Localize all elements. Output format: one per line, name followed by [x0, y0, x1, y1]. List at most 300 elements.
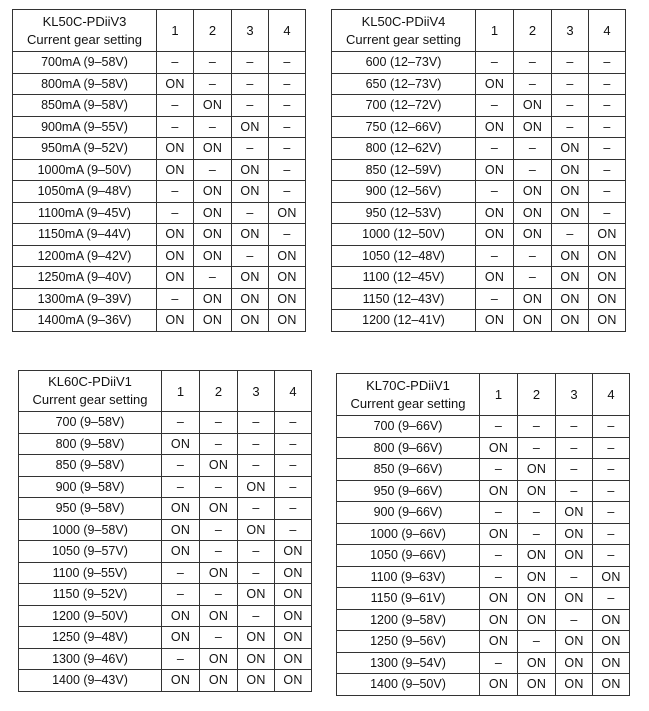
table-row: [332, 138, 626, 160]
table-subtitle: Current gear setting: [350, 395, 466, 411]
current-setting-label: 700 (12–72V): [332, 95, 476, 117]
switch-2-state: ON: [518, 459, 556, 481]
current-setting-label: 1200mA (9–42V): [13, 245, 157, 267]
switch-4-state: ON: [589, 245, 626, 267]
switch-4-state: ON: [589, 310, 626, 332]
table-title: KL60C-PDiiV1: [48, 374, 132, 389]
column-header-3: 3: [232, 10, 269, 52]
switch-4-state: –: [275, 433, 312, 455]
switch-4-state: ON: [269, 288, 306, 310]
table-row: [13, 95, 306, 117]
switch-1-state: –: [157, 95, 194, 117]
switch-4-state: ON: [593, 631, 630, 653]
switch-1-state: –: [480, 566, 518, 588]
switch-2-state: ON: [518, 480, 556, 502]
switch-4-state: –: [589, 73, 626, 95]
switch-2-state: –: [194, 52, 232, 74]
current-setting-label: 800 (9–58V): [19, 433, 162, 455]
switch-4-state: ON: [275, 605, 312, 627]
current-setting-label: 1300mA (9–39V): [13, 288, 157, 310]
switch-3-state: ON: [238, 584, 275, 606]
switch-2-state: –: [514, 245, 552, 267]
switch-4-state: ON: [275, 648, 312, 670]
switch-4-state: –: [269, 181, 306, 203]
column-header-2: 2: [200, 371, 238, 412]
current-setting-label: 950 (9–66V): [337, 480, 480, 502]
table-row: [13, 288, 306, 310]
switch-2-state: –: [514, 138, 552, 160]
switch-1-state: ON: [157, 267, 194, 289]
column-header-1: 1: [480, 374, 518, 416]
table-row: [19, 605, 312, 627]
switch-2-state: ON: [518, 545, 556, 567]
table-row: [332, 52, 626, 74]
switch-3-state: –: [552, 95, 589, 117]
switch-3-state: ON: [232, 310, 269, 332]
table-row: [337, 674, 630, 696]
current-setting-label: 1200 (9–58V): [337, 609, 480, 631]
column-header-2: 2: [514, 10, 552, 52]
table-row: [13, 245, 306, 267]
switch-4-state: –: [589, 181, 626, 203]
current-setting-label: 1150mA (9–44V): [13, 224, 157, 246]
switch-3-state: ON: [556, 674, 593, 696]
switch-3-state: ON: [552, 310, 589, 332]
table-row: [332, 181, 626, 203]
switch-1-state: –: [480, 416, 518, 438]
switch-3-state: –: [552, 52, 589, 74]
switch-4-state: ON: [269, 267, 306, 289]
switch-3-state: ON: [232, 116, 269, 138]
table-subtitle: Current gear setting: [346, 31, 461, 47]
switch-2-state: ON: [200, 648, 238, 670]
switch-2-state: –: [514, 267, 552, 289]
table-header-cell: [337, 374, 480, 416]
switch-1-state: ON: [480, 480, 518, 502]
switch-1-state: –: [162, 648, 200, 670]
switch-4-state: –: [269, 159, 306, 181]
switch-2-state: ON: [514, 202, 552, 224]
switch-4-state: –: [269, 95, 306, 117]
switch-1-state: ON: [157, 224, 194, 246]
current-setting-label: 950 (12–53V): [332, 202, 476, 224]
table-title: KL70C-PDiiV1: [366, 377, 450, 393]
switch-2-state: –: [518, 502, 556, 524]
table-row: [13, 159, 306, 181]
switch-2-state: –: [200, 476, 238, 498]
switch-4-state: –: [275, 498, 312, 520]
switch-2-state: ON: [518, 588, 556, 610]
switch-1-state: ON: [476, 310, 514, 332]
column-header-3: 3: [556, 374, 593, 416]
switch-1-state: –: [480, 459, 518, 481]
current-setting-label: 1050 (9–66V): [337, 545, 480, 567]
current-setting-label: 950mA (9–52V): [13, 138, 157, 160]
current-setting-label: 1150 (12–43V): [332, 288, 476, 310]
switch-1-state: ON: [162, 670, 200, 692]
switch-3-state: –: [238, 412, 275, 434]
current-setting-label: 950 (9–58V): [19, 498, 162, 520]
switch-4-state: ON: [269, 310, 306, 332]
switch-4-state: –: [589, 138, 626, 160]
switch-1-state: –: [157, 181, 194, 203]
switch-3-state: –: [552, 224, 589, 246]
current-setting-label: 1000 (12–50V): [332, 224, 476, 246]
current-setting-label: 850mA (9–58V): [13, 95, 157, 117]
switch-2-state: ON: [194, 138, 232, 160]
switch-1-state: ON: [162, 498, 200, 520]
switch-3-state: –: [556, 566, 593, 588]
switch-2-state: ON: [194, 202, 232, 224]
table-row: [19, 670, 312, 692]
switch-1-state: ON: [157, 73, 194, 95]
table-row: [13, 116, 306, 138]
column-header-3: 3: [238, 371, 275, 412]
current-setting-label: 1100 (9–63V): [337, 566, 480, 588]
current-setting-label: 1150 (9–52V): [19, 584, 162, 606]
switch-3-state: ON: [238, 476, 275, 498]
switch-3-state: ON: [552, 267, 589, 289]
switch-3-state: –: [556, 416, 593, 438]
column-header-1: 1: [162, 371, 200, 412]
switch-2-state: –: [200, 627, 238, 649]
current-setting-label: 1300 (9–46V): [19, 648, 162, 670]
switch-1-state: –: [157, 288, 194, 310]
table-row: [337, 459, 630, 481]
current-setting-label: 850 (9–66V): [337, 459, 480, 481]
switch-4-state: –: [593, 523, 630, 545]
switch-3-state: ON: [238, 519, 275, 541]
switch-4-state: –: [269, 116, 306, 138]
switch-3-state: ON: [552, 159, 589, 181]
current-setting-label: 1400mA (9–36V): [13, 310, 157, 332]
switch-1-state: ON: [480, 609, 518, 631]
switch-1-state: –: [157, 202, 194, 224]
switch-1-state: ON: [476, 202, 514, 224]
current-setting-label: 750 (12–66V): [332, 116, 476, 138]
table-row: [19, 455, 312, 477]
switch-1-state: –: [476, 181, 514, 203]
table-row: [332, 224, 626, 246]
switch-1-state: –: [476, 245, 514, 267]
table-title: KL50C-PDiiV3: [42, 13, 127, 29]
switch-1-state: –: [157, 116, 194, 138]
switch-2-state: –: [514, 52, 552, 74]
switch-4-state: ON: [593, 652, 630, 674]
column-header-1: 1: [157, 10, 194, 52]
switch-3-state: ON: [232, 288, 269, 310]
column-header-3: 3: [552, 10, 589, 52]
switch-3-state: ON: [552, 202, 589, 224]
switch-1-state: ON: [162, 519, 200, 541]
switch-2-state: ON: [518, 566, 556, 588]
table-row: [19, 519, 312, 541]
current-setting-label: 1000mA (9–50V): [13, 159, 157, 181]
switch-2-state: ON: [200, 670, 238, 692]
header-row: [337, 374, 630, 416]
switch-3-state: –: [238, 433, 275, 455]
switch-4-state: ON: [275, 541, 312, 563]
switch-2-state: ON: [200, 562, 238, 584]
switch-1-state: ON: [480, 588, 518, 610]
column-header-2: 2: [194, 10, 232, 52]
switch-4-state: ON: [275, 584, 312, 606]
switch-2-state: ON: [200, 498, 238, 520]
column-header-4: 4: [269, 10, 306, 52]
switch-1-state: ON: [480, 674, 518, 696]
switch-3-state: –: [232, 202, 269, 224]
switch-4-state: –: [593, 459, 630, 481]
current-setting-label: 900 (9–66V): [337, 502, 480, 524]
table-header-cell: [13, 10, 157, 52]
switch-2-state: ON: [514, 95, 552, 117]
switch-1-state: ON: [476, 73, 514, 95]
switch-2-state: ON: [200, 605, 238, 627]
switch-3-state: ON: [238, 670, 275, 692]
table-row: [19, 627, 312, 649]
gear-table-kl50c-pdiiv3: [12, 9, 306, 332]
current-setting-label: 700 (9–66V): [337, 416, 480, 438]
table-row: [332, 288, 626, 310]
switch-4-state: –: [593, 480, 630, 502]
switch-4-state: –: [593, 416, 630, 438]
switch-3-state: –: [238, 455, 275, 477]
switch-3-state: –: [238, 605, 275, 627]
switch-1-state: –: [476, 288, 514, 310]
switch-2-state: ON: [514, 288, 552, 310]
switch-3-state: ON: [232, 267, 269, 289]
switch-2-state: –: [518, 416, 556, 438]
switch-1-state: ON: [476, 116, 514, 138]
switch-2-state: ON: [194, 245, 232, 267]
table-row: [19, 476, 312, 498]
switch-4-state: ON: [589, 224, 626, 246]
switch-2-state: –: [518, 437, 556, 459]
switch-3-state: ON: [556, 523, 593, 545]
switch-2-state: ON: [518, 652, 556, 674]
switch-1-state: ON: [157, 245, 194, 267]
switch-4-state: ON: [589, 288, 626, 310]
header-row: [19, 371, 312, 412]
switch-3-state: ON: [552, 138, 589, 160]
switch-4-state: ON: [275, 627, 312, 649]
switch-3-state: ON: [552, 288, 589, 310]
switch-2-state: ON: [194, 310, 232, 332]
table-row: [332, 267, 626, 289]
switch-3-state: –: [556, 480, 593, 502]
current-setting-label: 1200 (9–50V): [19, 605, 162, 627]
switch-4-state: ON: [593, 674, 630, 696]
switch-1-state: ON: [157, 310, 194, 332]
table-row: [337, 416, 630, 438]
current-setting-label: 800mA (9–58V): [13, 73, 157, 95]
table-row: [332, 116, 626, 138]
switch-2-state: ON: [514, 181, 552, 203]
current-setting-label: 700 (9–58V): [19, 412, 162, 434]
switch-3-state: ON: [556, 502, 593, 524]
switch-4-state: ON: [275, 670, 312, 692]
current-setting-label: 1000 (9–58V): [19, 519, 162, 541]
column-header-4: 4: [589, 10, 626, 52]
current-setting-label: 1100 (12–45V): [332, 267, 476, 289]
switch-2-state: ON: [200, 455, 238, 477]
table-row: [337, 437, 630, 459]
switch-3-state: –: [232, 245, 269, 267]
switch-4-state: ON: [269, 202, 306, 224]
table-row: [337, 588, 630, 610]
current-setting-label: 1250mA (9–40V): [13, 267, 157, 289]
switch-3-state: ON: [556, 588, 593, 610]
table-row: [337, 652, 630, 674]
switch-2-state: –: [200, 412, 238, 434]
current-setting-label: 1300 (9–54V): [337, 652, 480, 674]
switch-1-state: ON: [162, 433, 200, 455]
switch-4-state: ON: [593, 609, 630, 631]
switch-1-state: ON: [162, 605, 200, 627]
table-header-cell: [19, 371, 162, 412]
switch-1-state: –: [157, 52, 194, 74]
switch-1-state: –: [162, 476, 200, 498]
current-setting-label: 850 (9–58V): [19, 455, 162, 477]
switch-1-state: ON: [480, 437, 518, 459]
switch-3-state: –: [232, 138, 269, 160]
switch-3-state: ON: [556, 652, 593, 674]
table-row: [19, 562, 312, 584]
switch-1-state: ON: [162, 627, 200, 649]
switch-2-state: ON: [518, 674, 556, 696]
switch-1-state: ON: [157, 138, 194, 160]
switch-1-state: ON: [476, 224, 514, 246]
switch-3-state: ON: [238, 627, 275, 649]
table-row: [19, 584, 312, 606]
switch-2-state: –: [200, 541, 238, 563]
switch-4-state: –: [269, 138, 306, 160]
table-header-cell: [332, 10, 476, 52]
switch-4-state: ON: [275, 562, 312, 584]
switch-1-state: –: [162, 412, 200, 434]
table-row: [19, 433, 312, 455]
table-row: [19, 648, 312, 670]
current-setting-label: 1400 (9–43V): [19, 670, 162, 692]
switch-2-state: –: [194, 267, 232, 289]
column-header-2: 2: [518, 374, 556, 416]
column-header-4: 4: [593, 374, 630, 416]
switch-4-state: ON: [589, 267, 626, 289]
switch-2-state: –: [514, 73, 552, 95]
gear-table-kl60c-pdiiv1: [18, 370, 312, 692]
switch-1-state: ON: [162, 541, 200, 563]
switch-2-state: –: [514, 159, 552, 181]
switch-3-state: –: [238, 541, 275, 563]
switch-1-state: –: [476, 138, 514, 160]
table-row: [332, 310, 626, 332]
switch-1-state: ON: [480, 523, 518, 545]
current-setting-label: 1400 (9–50V): [337, 674, 480, 696]
switch-1-state: ON: [480, 631, 518, 653]
header-row: [13, 10, 306, 52]
switch-4-state: ON: [269, 245, 306, 267]
switch-1-state: –: [162, 584, 200, 606]
switch-1-state: –: [162, 455, 200, 477]
switch-2-state: ON: [514, 116, 552, 138]
switch-1-state: –: [480, 545, 518, 567]
current-setting-label: 1050 (9–57V): [19, 541, 162, 563]
column-header-1: 1: [476, 10, 514, 52]
switch-3-state: ON: [232, 159, 269, 181]
switch-3-state: –: [552, 116, 589, 138]
switch-2-state: –: [518, 631, 556, 653]
table-title: KL50C-PDiiV4: [361, 13, 446, 29]
switch-2-state: ON: [194, 181, 232, 203]
current-setting-label: 800 (12–62V): [332, 138, 476, 160]
table-row: [19, 541, 312, 563]
switch-4-state: –: [275, 412, 312, 434]
switch-2-state: –: [194, 73, 232, 95]
switch-4-state: –: [275, 519, 312, 541]
current-setting-label: 700mA (9–58V): [13, 52, 157, 74]
current-setting-label: 900mA (9–55V): [13, 116, 157, 138]
table-row: [332, 202, 626, 224]
table-row: [13, 138, 306, 160]
switch-1-state: ON: [476, 159, 514, 181]
gear-table-kl70c-pdiiv1: [336, 373, 630, 696]
table-row: [13, 52, 306, 74]
table-row: [337, 545, 630, 567]
switch-3-state: –: [556, 609, 593, 631]
table-row: [13, 202, 306, 224]
switch-3-state: ON: [238, 648, 275, 670]
switch-4-state: –: [269, 73, 306, 95]
table-row: [337, 609, 630, 631]
switch-3-state: ON: [556, 545, 593, 567]
switch-1-state: –: [480, 502, 518, 524]
table-row: [13, 224, 306, 246]
switch-4-state: –: [589, 95, 626, 117]
current-setting-label: 1100 (9–55V): [19, 562, 162, 584]
switch-3-state: ON: [556, 631, 593, 653]
switch-4-state: –: [593, 437, 630, 459]
current-setting-label: 1250 (9–48V): [19, 627, 162, 649]
switch-3-state: ON: [232, 224, 269, 246]
table-row: [19, 498, 312, 520]
column-header-4: 4: [275, 371, 312, 412]
current-setting-label: 1050 (12–48V): [332, 245, 476, 267]
table-row: [337, 631, 630, 653]
table-row: [19, 412, 312, 434]
table-row: [13, 181, 306, 203]
table-row: [337, 523, 630, 545]
switch-2-state: ON: [194, 224, 232, 246]
switch-4-state: –: [269, 224, 306, 246]
table-subtitle: Current gear setting: [32, 392, 148, 407]
switch-3-state: ON: [552, 245, 589, 267]
switch-4-state: –: [275, 455, 312, 477]
table-subtitle: Current gear setting: [27, 31, 142, 47]
switch-3-state: –: [232, 95, 269, 117]
switch-3-state: –: [238, 562, 275, 584]
current-setting-label: 1050mA (9–48V): [13, 181, 157, 203]
switch-4-state: –: [589, 159, 626, 181]
switch-3-state: –: [552, 73, 589, 95]
table-row: [13, 310, 306, 332]
switch-3-state: ON: [232, 181, 269, 203]
current-setting-label: 850 (12–59V): [332, 159, 476, 181]
header-row: [332, 10, 626, 52]
current-setting-label: 900 (12–56V): [332, 181, 476, 203]
switch-4-state: –: [275, 476, 312, 498]
current-setting-label: 1100mA (9–45V): [13, 202, 157, 224]
switch-1-state: –: [480, 652, 518, 674]
